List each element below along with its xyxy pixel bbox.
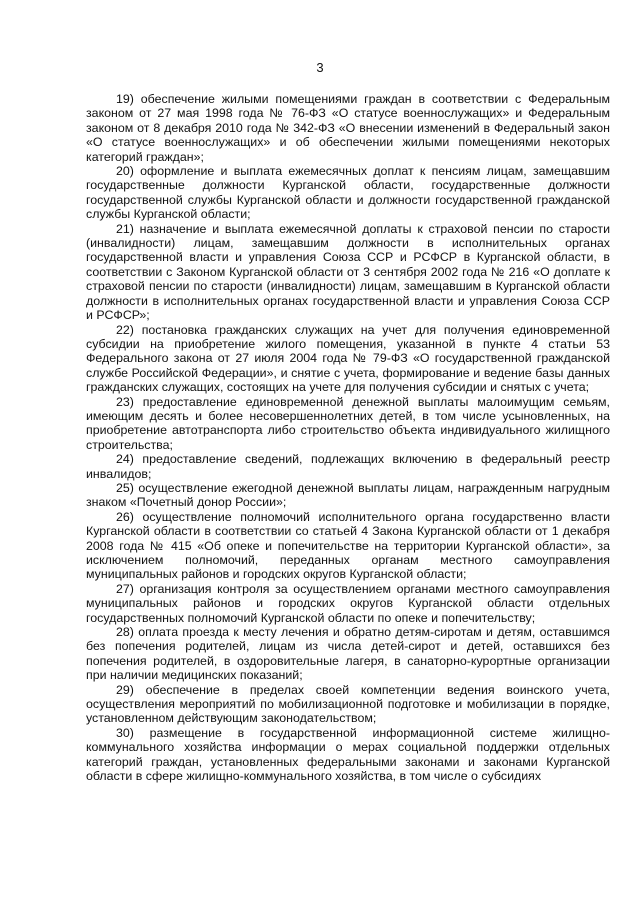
paragraph-19: 19) обеспечение жилыми помещениями граждан в соответствии с Федеральным законом от 27 мая 1998 года № 76-ФЗ «О статусе военнослужащих» и Федеральным законом от 8 декабря 2010 года № 342-ФЗ «О внесении изменений в Федеральный закон «О статусе военнослужащих» и об обеспечении жилыми помещениями некоторых категорий граждан»; [86,92,610,164]
paragraph-27: 27) организация контроля за осуществлением органами местного самоуправления муниципальных районов и городских округов Курганской области отдельных государственных полномочий Курганской области по опеке и попечительству; [86,581,610,625]
paragraph-29: 29) обеспечение в пределах своей компетенции ведения воинского учета, осуществления мероприятий по мобилизационной подготовке и мобилизации в порядке, установленном действующим законодательством; [86,682,610,726]
paragraph-30: 30) размещение в государственной информационной системе жилищно-коммунального хозяйства информации о мерах социальной поддержки отдельных категорий граждан, установленных федеральными законами и законами Курганской области в сфере жилищно-коммунального хозяйства, в том числе о субсидиях [86,725,610,784]
paragraph-22: 22) постановка гражданских служащих на учет для получения единовременной субсидии на приобретение жилого помещения, указанной в пункте 4 статьи 53 Федерального закона от 27 июля 2004 года № 79-ФЗ «О государственной гражданской службе Российской Федерации», и снятие с учета, формирование и ведение базы данных гражданских служащих, состоящих на учете для получения субсидии и снятых с учета; [86,322,610,395]
paragraph-28: 28) оплата проезда к месту лечения и обратно детям-сиротам и детям, оставшимся без попечения родителей, лицам из числа детей-сирот и детей, оставшихся без попечения родителей, в оздоровительные лагеря, в санаторно-курортные организации при наличии медицинских показаний; [86,625,610,683]
page-number: 3 [316,60,324,75]
paragraph-26: 26) осуществление полномочий исполнительного органа государственно власти Курганской области в соответствии со статьей 4 Закона Курганской области от 1 декабря 2008 года № 415 «Об опеке и попечительстве на территории Курганской области», за исключением полномочий, переданных органам местного самоуправления муниципальных районов и городских округов Курганской области; [86,509,610,582]
paragraph-21: 21) назначение и выплата ежемесячной доплаты к страховой пенсии по старости (инвалидности) лицам, замещавшим должности в исполнительных органах государственной власти и управления Союза ССР и РСФСР в Курганской области, в соответствии с Законом Курганской области от 3 сентября 2002 года № 216 «О доплате к страховой пенсии по старости (инвалидности) лицам, замещавшим в Курганской области должности в исполнительных органах государственной власти и управления Союза ССР и РСФСР»; [86,221,610,323]
paragraph-25: 25) осуществление ежегодной денежной выплаты лицам, награжденным нагрудным знаком «Почетный донор России»; [86,480,610,510]
paragraph-24: 24) предоставление сведений, подлежащих включению в федеральный реестр инвалидов; [86,452,610,481]
document-body [86,92,610,784]
paragraph-20: 20) оформление и выплата ежемесячных доплат к пенсиям лицам, замещавшим государственные должности Курганской области, государственные должности государственной службы Курганской области и должности государственной гражданской службы Курганской области; [86,164,610,222]
paragraph-23: 23) предоставление единовременной денежной выплаты малоимущим семьям, имеющим десять и более несовершеннолетних детей, в том числе усыновленных, на приобретение автотранспорта либо строительство объекта индивидуального жилищного строительства; [86,394,610,452]
